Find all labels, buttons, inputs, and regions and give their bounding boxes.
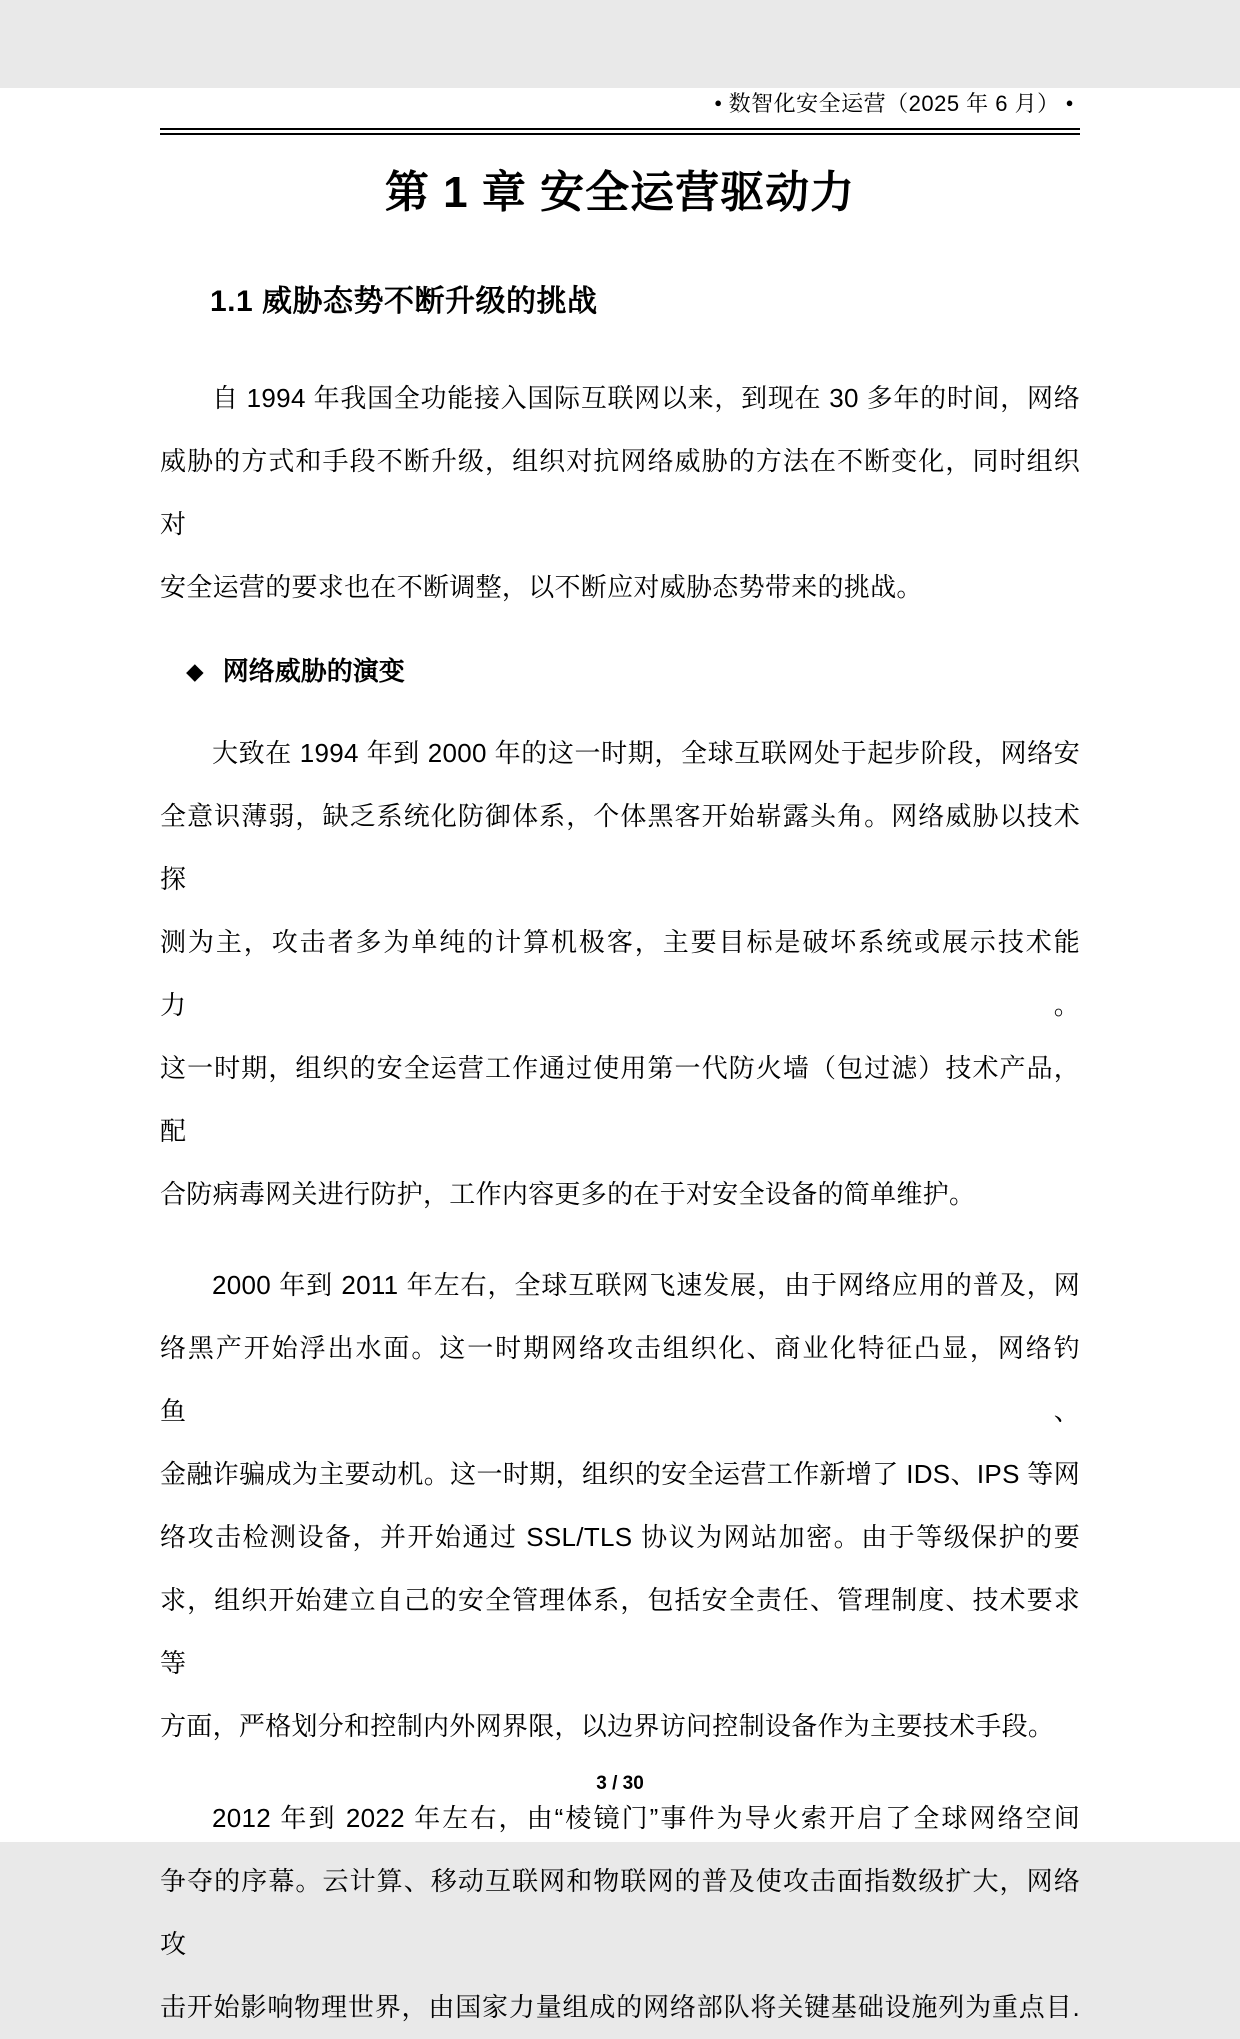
header-dot-right-icon: ● <box>1065 95 1074 110</box>
paragraph <box>160 722 1080 1226</box>
body-line: 威胁的方式和手段不断升级，组织对抗网络威胁的方法在不断变化，同时组织对 <box>160 445 1080 539</box>
section-heading: 1.1 威胁态势不断升级的挑战 <box>210 284 598 318</box>
body-line: 络黑产开始浮出水面。这一时期网络攻击组织化、商业化特征凸显，网络钓鱼、 <box>160 1332 1080 1426</box>
chapter-title: 第 1 章 安全运营驱动力 <box>384 168 856 217</box>
body-line: 络攻击检测设备，并开始通过 SSL/TLS 协议为网站加密。由于等级保护的要 <box>160 1521 1080 1552</box>
document-page <box>0 88 1240 2022</box>
body-line: 求，组织开始建立自己的安全管理体系，包括安全责任、管理制度、技术要求等 <box>160 1584 1080 1678</box>
body-line: 合防病毒网关进行防护，工作内容更多的在于对安全设备的简单维护。 <box>160 1178 976 1209</box>
body-line: 2012 年到 2022 年左右，由“棱镜门”事件为导火索开启了全球网络空间 <box>212 1802 1080 1833</box>
body-line: 2000 年到 2011 年左右，全球互联网飞速发展，由于网络应用的普及，网 <box>212 1269 1080 1300</box>
header-title: 数智化安全运营（2025 年 6 月） <box>728 91 1060 116</box>
body-line: 自 1994 年我国全功能接入国际互联网以来，到现在 30 多年的时间，网络 <box>212 382 1080 413</box>
body-line: 击开始影响物理世界，由国家力量组成的网络部队将关键基础设施列为重点目. <box>160 1991 1080 2022</box>
header-rule <box>160 128 1080 135</box>
body-line: 金融诈骗成为主要动机。这一时期，组织的安全运营工作新增了 IDS、IPS 等网 <box>160 1458 1080 1489</box>
body-line: 争夺的序幕。云计算、移动互联网和物联网的普及使攻击面指数级扩大，网络攻 <box>160 1865 1080 1959</box>
page-header <box>160 88 1080 119</box>
body-line: 测为主，攻击者多为单纯的计算机极客，主要目标是破坏系统或展示技术能力。 <box>160 926 1080 1020</box>
body-line: 全意识薄弱，缺乏系统化防御体系，个体黑客开始崭露头角。网络威胁以技术探 <box>160 800 1080 894</box>
paragraph <box>160 1254 1080 1758</box>
body-line: 安全运营的要求也在不断调整，以不断应对威胁态势带来的挑战。 <box>160 571 923 602</box>
diamond-bullet-icon: ◆ <box>186 657 204 684</box>
bullet-item <box>160 640 1080 703</box>
body-line: 这一时期，组织的安全运营工作通过使用第一代防火墙（包过滤）技术产品，配 <box>160 1052 1080 1146</box>
header-dot-left-icon: ● <box>714 95 723 110</box>
paragraph <box>160 1787 1080 2039</box>
page-footer <box>0 1772 1240 1797</box>
bullet-label: 网络威胁的演变 <box>222 655 405 686</box>
paragraph <box>160 367 1080 619</box>
body-line: 大致在 1994 年到 2000 年的这一时期，全球互联网处于起步阶段，网络安 <box>212 737 1080 768</box>
body-line: 方面，严格划分和控制内外网界限，以边界访问控制设备作为主要技术手段。 <box>160 1710 1055 1741</box>
page-number: 3 / 30 <box>596 1773 644 1794</box>
